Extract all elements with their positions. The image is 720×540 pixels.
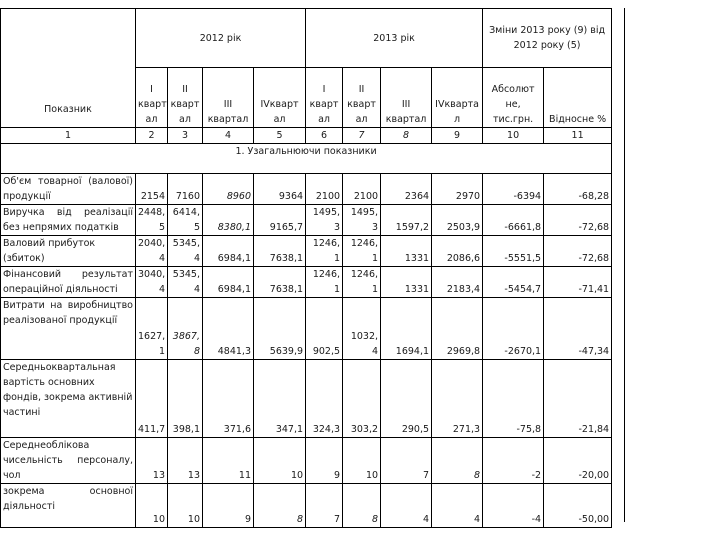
table-cell: -72,68 <box>544 205 612 236</box>
table-cell: 2503,9 <box>432 205 483 236</box>
table-cell: 10 <box>254 438 306 484</box>
table-cell: 1032, 4 <box>343 298 381 360</box>
column-numbers-row <box>1 128 612 144</box>
table-cell: 5345, 4 <box>168 267 203 298</box>
table-cell: -6394 <box>483 174 544 205</box>
column-number: 4 <box>203 128 254 144</box>
column-number: 5 <box>254 128 306 144</box>
table-cell: 411,7 <box>136 360 168 438</box>
column-number: 3 <box>168 128 203 144</box>
table-cell: 13 <box>168 438 203 484</box>
column-number: 6 <box>306 128 343 144</box>
table-cell: 7638,1 <box>254 267 306 298</box>
table-cell: 290,5 <box>381 360 432 438</box>
row-label: Середнеоблікова чисельність персоналу, чол <box>1 438 136 484</box>
table-cell: 2040, 4 <box>136 236 168 267</box>
table-cell: 9 <box>306 438 343 484</box>
header-q3-2012: III квартал <box>203 68 254 128</box>
table-cell: 1246, 1 <box>343 236 381 267</box>
table-cell: 271,3 <box>432 360 483 438</box>
table-cell: 11 <box>203 438 254 484</box>
header-q4-2012: IVкварт ал <box>254 68 306 128</box>
header-year-2012: 2012 рік <box>136 9 306 68</box>
table-cell: -21,84 <box>544 360 612 438</box>
table-cell: 7 <box>306 484 343 528</box>
table-cell: 5345, 4 <box>168 236 203 267</box>
row-label: Виручка від реалізації без непрямих податків <box>1 205 136 236</box>
table-cell: 5639,9 <box>254 298 306 360</box>
table-cell: -75,8 <box>483 360 544 438</box>
row-label: Витрати на виробництво реалізованої продукції <box>1 298 136 360</box>
table-cell: 8960 <box>203 174 254 205</box>
table-cell: 7160 <box>168 174 203 205</box>
table-row <box>1 174 612 205</box>
table-row <box>1 360 612 438</box>
table-cell: 398,1 <box>168 360 203 438</box>
table-cell: 1246, 1 <box>306 267 343 298</box>
table-row <box>1 236 612 267</box>
table-cell: 2969,8 <box>432 298 483 360</box>
table-cell: 1495, 3 <box>306 205 343 236</box>
table-cell: 3040, 4 <box>136 267 168 298</box>
table-cell: 2183,4 <box>432 267 483 298</box>
table-cell: 10 <box>136 484 168 528</box>
table-cell: 1331 <box>381 267 432 298</box>
table-cell: 7638,1 <box>254 236 306 267</box>
table-cell: 2448, 5 <box>136 205 168 236</box>
row-label: Середньоквартальная вартість основних фондів, зокрема активній частині <box>1 360 136 438</box>
table-cell: 1495, 3 <box>343 205 381 236</box>
header-q4-2013: IVкварта л <box>432 68 483 128</box>
table-row <box>1 484 612 528</box>
table-cell: 324,3 <box>306 360 343 438</box>
table-cell: 7 <box>381 438 432 484</box>
table-cell: 13 <box>136 438 168 484</box>
column-number: 9 <box>432 128 483 144</box>
indicators-table <box>0 8 612 528</box>
table-cell: 2100 <box>343 174 381 205</box>
column-number: 7 <box>343 128 381 144</box>
table-cell: 2970 <box>432 174 483 205</box>
table-cell: 8380,1 <box>203 205 254 236</box>
table-cell: 9165,7 <box>254 205 306 236</box>
table-cell: -72,68 <box>544 236 612 267</box>
table-cell: 3867, 8 <box>168 298 203 360</box>
table-cell: -2670,1 <box>483 298 544 360</box>
right-margin-rule <box>611 8 625 522</box>
table-cell: 1246, 1 <box>343 267 381 298</box>
column-number: 8 <box>381 128 432 144</box>
table-cell: 2154 <box>136 174 168 205</box>
column-number: 10 <box>483 128 544 144</box>
table-row <box>1 438 612 484</box>
header-q3-2013: III квартал <box>381 68 432 128</box>
table-row <box>1 267 612 298</box>
header-absolute: Абсолют не, тис.грн. <box>483 68 544 128</box>
table-cell: 347,1 <box>254 360 306 438</box>
table-cell: 8 <box>432 438 483 484</box>
table-cell: 2086,6 <box>432 236 483 267</box>
row-label: зокрема основної діяльності <box>1 484 136 528</box>
table-cell: 4841,3 <box>203 298 254 360</box>
table-cell: 2364 <box>381 174 432 205</box>
table-cell: -71,41 <box>544 267 612 298</box>
row-label: Об'єм товарної (валової) продукції <box>1 174 136 205</box>
table-cell: -47,34 <box>544 298 612 360</box>
table-cell: -6661,8 <box>483 205 544 236</box>
row-label: Валовий прибуток (збиток) <box>1 236 136 267</box>
header-q1-2013: I кварт ал <box>306 68 343 128</box>
table-cell: 9 <box>203 484 254 528</box>
table-cell: 1246, 1 <box>306 236 343 267</box>
header-changes: Зміни 2013 року (9) від 2012 року (5) <box>483 9 612 68</box>
section-title: 1. Узагальнюючи показники <box>1 144 612 174</box>
column-number: 1 <box>1 128 136 144</box>
table-cell: 4 <box>381 484 432 528</box>
table-cell: 1694,1 <box>381 298 432 360</box>
header-q2-2013: II кварт ал <box>343 68 381 128</box>
table-cell: 303,2 <box>343 360 381 438</box>
table-cell: 2100 <box>306 174 343 205</box>
table-cell: 10 <box>168 484 203 528</box>
table-cell: 4 <box>432 484 483 528</box>
table-cell: -50,00 <box>544 484 612 528</box>
table-cell: -20,00 <box>544 438 612 484</box>
table-cell: -5551,5 <box>483 236 544 267</box>
table-cell: 1331 <box>381 236 432 267</box>
table-cell: 10 <box>343 438 381 484</box>
table-cell: -2 <box>483 438 544 484</box>
column-number: 11 <box>544 128 612 144</box>
table-row <box>1 205 612 236</box>
header-indicator: Показник <box>1 9 136 128</box>
table-cell: 8 <box>254 484 306 528</box>
row-label: Фінансовий результат операційної діяльності <box>1 267 136 298</box>
table-row <box>1 298 612 360</box>
column-number: 2 <box>136 128 168 144</box>
table-cell: 6984,1 <box>203 267 254 298</box>
table-cell: 1597,2 <box>381 205 432 236</box>
table-cell: 6414, 5 <box>168 205 203 236</box>
table-cell: 1627, 1 <box>136 298 168 360</box>
header-q2-2012: II кварт ал <box>168 68 203 128</box>
table-cell: -4 <box>483 484 544 528</box>
header-relative: Відносне % <box>544 68 612 128</box>
table-cell: 902,5 <box>306 298 343 360</box>
header-year-2013: 2013 рік <box>306 9 483 68</box>
table-cell: -68,28 <box>544 174 612 205</box>
table-cell: 9364 <box>254 174 306 205</box>
table-cell: 6984,1 <box>203 236 254 267</box>
table-cell: 371,6 <box>203 360 254 438</box>
table-cell: -5454,7 <box>483 267 544 298</box>
table-cell: 8 <box>343 484 381 528</box>
header-q1-2012: I кварт ал <box>136 68 168 128</box>
